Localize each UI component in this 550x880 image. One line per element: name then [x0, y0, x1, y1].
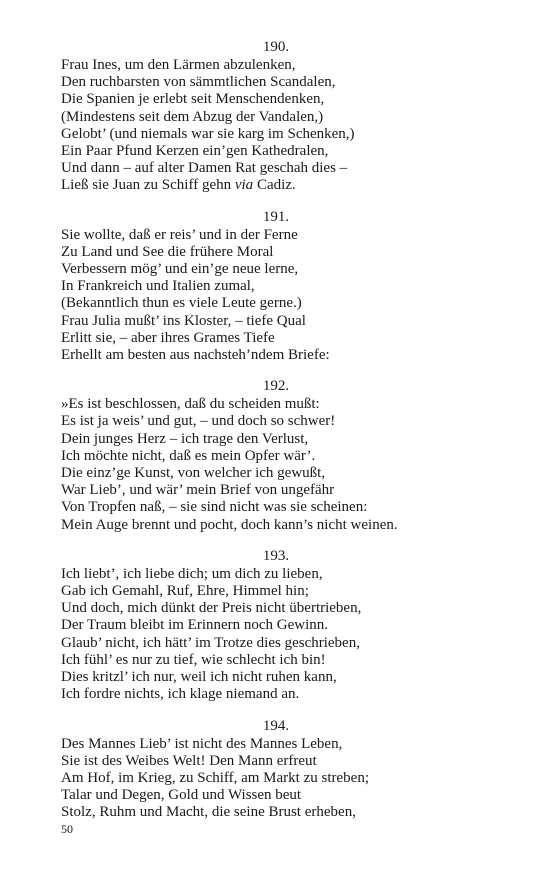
- verse-text: Ließ sie Juan zu Schiff gehn: [61, 177, 235, 194]
- verse-line: Frau Ines, um den Lärmen abzulenken,: [61, 57, 296, 73]
- verse-line: Gelobt’ (und niemals war sie karg im Schenken,): [61, 125, 355, 142]
- stanza-number: 190.: [262, 39, 290, 55]
- verse-line: Ich fordre nichts, ich klage niemand an.: [61, 686, 300, 703]
- verse-line: Und doch, mich dünkt der Preis nicht übertrieben,: [61, 600, 362, 617]
- page-number: 50: [61, 822, 73, 836]
- verse-line: Sie ist des Weibes Welt! Den Mann erfreut: [61, 752, 317, 769]
- italic-word: via: [234, 177, 254, 194]
- verse-line: Des Mannes Lieb’ ist nicht des Mannes Leben,: [61, 735, 343, 752]
- stanza-194: [61, 718, 491, 822]
- verse-line: Glaub’ nicht, ich hätt’ im Trotze dies geschrieben,: [61, 634, 360, 651]
- verse-line: Den ruchbarsten von sämmtlichen Scandalen,: [61, 74, 336, 91]
- verse-line: In Frankreich und Italien zumal,: [61, 278, 255, 295]
- verse-line: Ich möchte nicht, daß es mein Opfer wär’.: [61, 447, 316, 464]
- verse-line: (Bekanntlich thun es viele Leute gerne.): [61, 295, 302, 312]
- verse-line: Ich liebt’, ich liebe dich; um dich zu lieben,: [61, 565, 323, 582]
- verse-line-with-italic: [61, 177, 491, 194]
- verse-line: Stolz, Ruhm und Macht, die seine Brust erheben,: [61, 804, 356, 821]
- verse-line: Erhellt am besten aus nachsteh’ndem Briefe:: [61, 347, 330, 364]
- verse-line: Die einz’ge Kunst, von welcher ich gewußt,: [61, 465, 326, 482]
- stanza-190: [61, 39, 491, 195]
- verse-line: Es ist ja weis’ und gut, – und doch so schwer!: [61, 413, 336, 430]
- verse-line: Mein Auge brennt und pocht, doch kann’s nicht weinen.: [61, 516, 398, 533]
- verse-line: Sie wollte, daß er reis’ und in der Ferne: [61, 226, 298, 243]
- stanza-number: 193.: [262, 547, 290, 564]
- verse-line: Talar und Degen, Gold und Wissen beut: [61, 787, 302, 804]
- verse-line: Gab ich Gemahl, Ruf, Ehre, Himmel hin;: [61, 583, 309, 600]
- verse-line: Und dann – auf alter Damen Rat geschah dies –: [61, 160, 348, 177]
- verse-line: Ich fühl’ es nur zu tief, wie schlecht ich bin!: [61, 651, 326, 668]
- verse-line: Dein junges Herz – ich trage den Verlust,: [61, 430, 309, 447]
- verse-text: Cadiz.: [253, 177, 296, 194]
- verse-line: Verbessern mög’ und ein’ge neue lerne,: [61, 261, 299, 278]
- verse-line: Dies kritzl’ ich nur, weil ich nicht ruhen kann,: [61, 669, 337, 686]
- verse-line: Zu Land und See die frühere Moral: [61, 243, 274, 260]
- verse-line: Ein Paar Pfund Kerzen ein’gen Kathedralen,: [61, 143, 329, 160]
- verse-line: Von Tropfen naß, – sie sind nicht was sie scheinen:: [61, 499, 368, 516]
- verse-line: Die Spanien je erlebt seit Menschendenken,: [61, 91, 325, 108]
- stanza-number: 192.: [262, 378, 290, 395]
- stanza-191: [61, 209, 491, 365]
- verse-line: Erlitt sie, – aber ihres Grames Tiefe: [61, 329, 275, 346]
- verse-line: Frau Julia mußt’ ins Kloster, – tiefe Qual: [61, 312, 306, 329]
- verse-line: War Lieb’, und wär’ mein Brief von ungefähr: [61, 482, 335, 499]
- verse-line: »Es ist beschlossen, daß du scheiden mußt:: [61, 396, 320, 413]
- stanza-number: 194.: [262, 717, 290, 734]
- verse-line: Der Traum bleibt im Erinnern noch Gewinn.: [61, 617, 329, 634]
- book-page-text: [61, 39, 491, 836]
- stanza-number: 191.: [262, 208, 290, 225]
- verse-line: (Mindestens seit dem Abzug der Vandalen,): [61, 108, 324, 125]
- verse-line: Am Hof, im Krieg, zu Schiff, am Markt zu streben;: [61, 769, 369, 786]
- stanza-192: [61, 378, 491, 534]
- stanza-193: [61, 548, 491, 704]
